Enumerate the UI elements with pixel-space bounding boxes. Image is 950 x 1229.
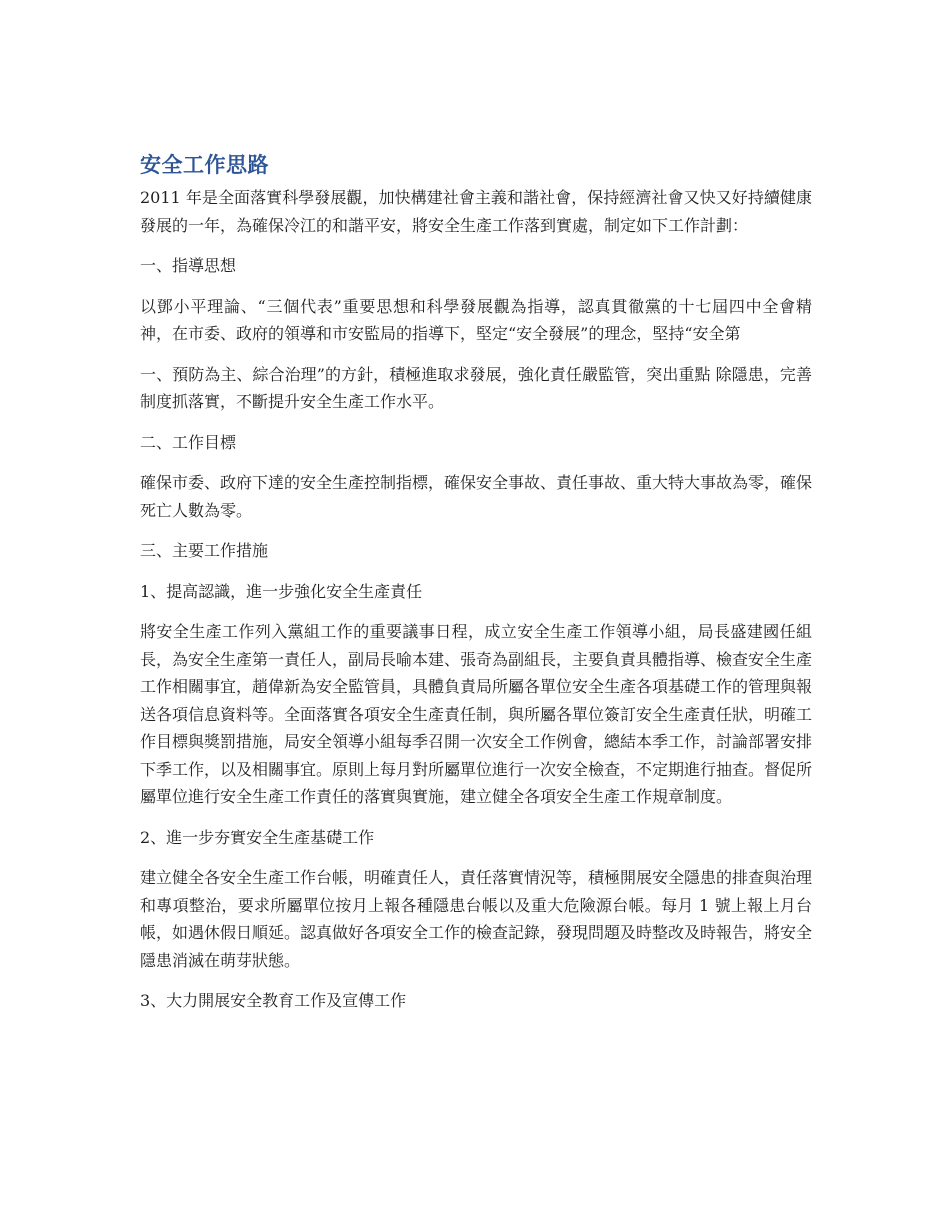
- document-title: 安全工作思路: [140, 153, 269, 177]
- intro-paragraph: 2011 年是全面落實科學發展觀，加快構建社會主義和諧社會，保持經濟社會又快又好持續健康發展的一年，為確保冷江的和諧平安，將安全生產工作落到實處，制定如下工作計劃：: [140, 188, 812, 235]
- section-heading-work-goals: 二、工作目標: [140, 432, 237, 452]
- document-page: [140, 150, 812, 1028]
- measure-heading-3: 3、大力開展安全教育工作及宣傳工作: [140, 991, 407, 1010]
- measure-paragraph-1: 將安全生產工作列入黨組工作的重要議事日程，成立安全生產工作領導小組，局長盛建國任組長，為安全生產第一責任人，副局長喻本建、張奇為副組長，主要負責具體指導、檢查安全生產工作相關事宜，趙偉新為安全監管員，具體負責局所屬各單位安全生產各項基礎工作的管理與報送各項信息資料等。全面落實各項安全生產責任制，與所屬各單位簽訂安全生產責任狀，明確工作目標與獎罰措施，局安全領導小組每季召開一次安全工作例會，總結本季工作，討論部署安排下季工作，以及相關事宜。原則上每月對所屬單位進行一次安全檢查，不定期進行抽查。督促所屬單位進行安全生產工作責任的落實與實施，建立健全各項安全生產工作規章制度。: [140, 622, 813, 806]
- measure-heading-1: 1、提高認識，進一步強化安全生產責任: [140, 581, 423, 601]
- measure-heading-2: 2、進一步夯實安全生產基礎工作: [140, 827, 375, 847]
- measure-paragraph-2: 建立健全各安全生產工作台帳，明確責任人，責任落實情況等，積極開展安全隱患的排查與治理和專項整治，要求所屬單位按月上報各種隱患台帳以及重大危險源台帳。每月 1 號上報上月台帳，如遇休假日順延。認真做好各項安全工作的檢查記錄，發現問題及時整改及時報告，將安全隱患消滅在萌芽狀態。: [140, 868, 813, 970]
- guiding-ideology-paragraph-b: 一、預防為主、綜合治理”的方針，積極進取求發展，強化責任嚴監管，突出重點 除隱患，完善制度抓落實，不斷提升安全生產工作水平。: [140, 364, 812, 411]
- guiding-ideology-paragraph-a: 以鄧小平理論、“三個代表”重要思想和科學發展觀為指導，認真貫徹黨的十七屆四中全會精神，在市委、政府的領導和市安監局的指導下，堅定“安全發展”的理念，堅持“安全第: [140, 296, 812, 343]
- work-goals-paragraph: 確保市委、政府下達的安全生產控制指標，確保安全事故、責任事故、重大特大事故為零，確保死亡人數為零。: [140, 473, 813, 520]
- section-heading-guiding-ideology: 一、指導思想: [140, 256, 237, 275]
- section-heading-main-measures: 三、主要工作措施: [140, 541, 269, 560]
